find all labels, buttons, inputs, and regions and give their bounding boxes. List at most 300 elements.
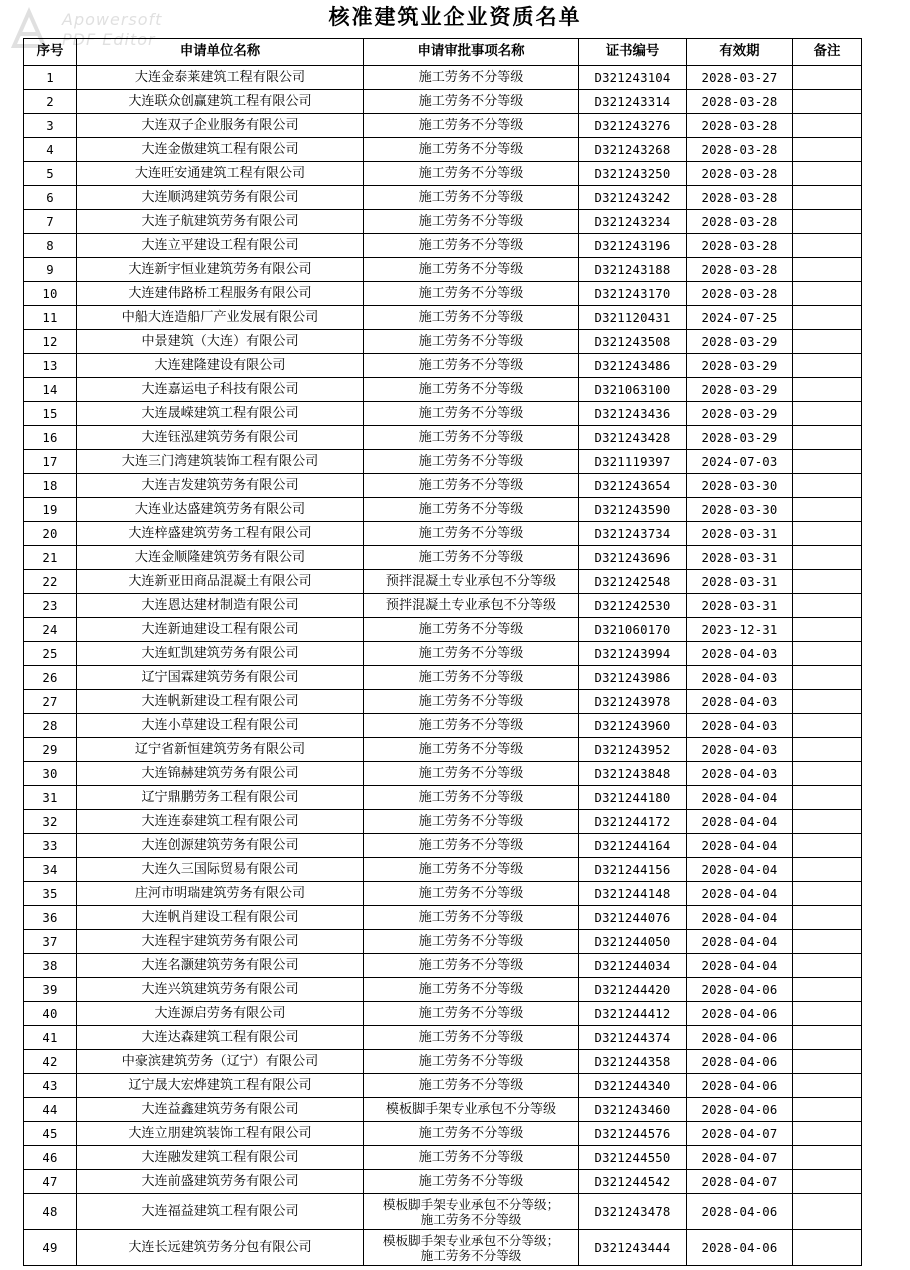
table-row bbox=[24, 378, 862, 402]
cell-valid: 2028-03-30 bbox=[687, 474, 793, 498]
cell-item-line: 施工劳务不分等级 bbox=[418, 285, 524, 301]
cell-no: 13 bbox=[24, 354, 77, 378]
table-header-row bbox=[24, 39, 862, 66]
cell-company: 大连源启劳务有限公司 bbox=[77, 1002, 364, 1026]
cell-no: 12 bbox=[24, 330, 77, 354]
cell-valid: 2028-04-07 bbox=[687, 1146, 793, 1170]
cell-item-line: 施工劳务不分等级 bbox=[418, 837, 524, 853]
cell-company: 大连锦赫建筑劳务有限公司 bbox=[77, 762, 364, 786]
cell-no: 6 bbox=[24, 186, 77, 210]
cell-item-line: 预拌混凝土专业承包不分等级 bbox=[385, 573, 557, 589]
cell-item bbox=[364, 210, 579, 234]
cell-company: 大连梓盛建筑劳务工程有限公司 bbox=[77, 522, 364, 546]
cell-company: 辽宁国霖建筑劳务有限公司 bbox=[77, 666, 364, 690]
cell-item bbox=[364, 306, 579, 330]
cell-no: 4 bbox=[24, 138, 77, 162]
table-body bbox=[24, 66, 862, 1266]
cell-item-line: 施工劳务不分等级 bbox=[418, 957, 524, 973]
cell-company: 大连创源建筑劳务有限公司 bbox=[77, 834, 364, 858]
cell-company: 大连金泰莱建筑工程有限公司 bbox=[77, 66, 364, 90]
cell-cert: D321244542 bbox=[579, 1170, 687, 1194]
cell-cert: D321243196 bbox=[579, 234, 687, 258]
cell-item bbox=[364, 930, 579, 954]
cell-item-line: 施工劳务不分等级 bbox=[418, 69, 524, 85]
cell-item-line: 模板脚手架专业承包不分等级 bbox=[385, 1101, 557, 1117]
cell-cert: D321244172 bbox=[579, 810, 687, 834]
cell-item-line: 施工劳务不分等级 bbox=[418, 405, 524, 421]
cell-note bbox=[793, 234, 862, 258]
cell-no: 48 bbox=[24, 1194, 77, 1230]
table-row bbox=[24, 90, 862, 114]
cell-item bbox=[364, 834, 579, 858]
cell-cert: D321244358 bbox=[579, 1050, 687, 1074]
table-row bbox=[24, 354, 862, 378]
cell-cert: D321243242 bbox=[579, 186, 687, 210]
cell-cert: D321243444 bbox=[579, 1230, 687, 1266]
cell-valid: 2028-04-03 bbox=[687, 690, 793, 714]
cell-item-line: 施工劳务不分等级 bbox=[418, 549, 524, 565]
cell-item bbox=[364, 186, 579, 210]
cell-cert: D321060170 bbox=[579, 618, 687, 642]
cell-item-line: 施工劳务不分等级 bbox=[418, 1125, 524, 1141]
cell-no: 14 bbox=[24, 378, 77, 402]
cell-company: 大连立平建设工程有限公司 bbox=[77, 234, 364, 258]
cell-valid: 2028-03-27 bbox=[687, 66, 793, 90]
cell-company: 大连嘉运电子科技有限公司 bbox=[77, 378, 364, 402]
cell-item bbox=[364, 714, 579, 738]
cell-item bbox=[364, 1002, 579, 1026]
cell-valid: 2028-04-03 bbox=[687, 666, 793, 690]
cell-company: 大连新迪建设工程有限公司 bbox=[77, 618, 364, 642]
table-row bbox=[24, 1122, 862, 1146]
cell-item bbox=[364, 138, 579, 162]
cell-no: 7 bbox=[24, 210, 77, 234]
cell-company: 大连金傲建筑工程有限公司 bbox=[77, 138, 364, 162]
cell-valid: 2028-04-03 bbox=[687, 714, 793, 738]
cell-item-line: 施工劳务不分等级 bbox=[418, 1173, 524, 1189]
table-row bbox=[24, 690, 862, 714]
cell-item-line: 施工劳务不分等级 bbox=[420, 1247, 522, 1263]
table-row bbox=[24, 906, 862, 930]
cell-cert: D321243436 bbox=[579, 402, 687, 426]
table-row bbox=[24, 642, 862, 666]
table-row bbox=[24, 426, 862, 450]
cell-cert: D321243234 bbox=[579, 210, 687, 234]
cell-item bbox=[364, 234, 579, 258]
cell-note bbox=[793, 426, 862, 450]
cell-item-line: 施工劳务不分等级 bbox=[418, 501, 524, 517]
page-title: 核准建筑业企业资质名单 bbox=[328, 5, 582, 29]
cell-company: 中景建筑（大连）有限公司 bbox=[77, 330, 364, 354]
cell-item-line: 施工劳务不分等级 bbox=[418, 645, 524, 661]
cell-cert: D321243314 bbox=[579, 90, 687, 114]
cell-company: 大连福益建筑工程有限公司 bbox=[77, 1194, 364, 1230]
cell-item-line: 施工劳务不分等级 bbox=[418, 261, 524, 277]
cell-item-line: 施工劳务不分等级 bbox=[418, 669, 524, 685]
cell-company: 大连小草建设工程有限公司 bbox=[77, 714, 364, 738]
cell-note bbox=[793, 642, 862, 666]
cell-no: 10 bbox=[24, 282, 77, 306]
cell-no: 22 bbox=[24, 570, 77, 594]
cell-cert: D321243188 bbox=[579, 258, 687, 282]
table-row bbox=[24, 810, 862, 834]
cell-item-line: 施工劳务不分等级 bbox=[418, 357, 524, 373]
cell-valid: 2028-03-28 bbox=[687, 234, 793, 258]
cell-item bbox=[364, 1026, 579, 1050]
cell-note bbox=[793, 714, 862, 738]
cell-no: 45 bbox=[24, 1122, 77, 1146]
cell-no: 38 bbox=[24, 954, 77, 978]
cell-item bbox=[364, 1074, 579, 1098]
cell-valid: 2028-04-04 bbox=[687, 906, 793, 930]
cell-cert: D321063100 bbox=[579, 378, 687, 402]
cell-no: 25 bbox=[24, 642, 77, 666]
cell-cert: D321244180 bbox=[579, 786, 687, 810]
cell-item-line: 施工劳务不分等级 bbox=[418, 117, 524, 133]
cell-company: 中豪滨建筑劳务（辽宁）有限公司 bbox=[77, 1050, 364, 1074]
cell-note bbox=[793, 210, 862, 234]
cell-item bbox=[364, 954, 579, 978]
cell-item bbox=[364, 762, 579, 786]
cell-valid: 2028-03-28 bbox=[687, 90, 793, 114]
cell-no: 42 bbox=[24, 1050, 77, 1074]
cell-note bbox=[793, 66, 862, 90]
cell-item bbox=[364, 738, 579, 762]
table-row bbox=[24, 498, 862, 522]
cell-valid: 2028-03-29 bbox=[687, 354, 793, 378]
cell-item-line: 施工劳务不分等级 bbox=[418, 1029, 524, 1045]
cell-valid: 2028-04-03 bbox=[687, 762, 793, 786]
cell-item bbox=[364, 690, 579, 714]
cell-item bbox=[364, 1230, 579, 1266]
cell-valid: 2028-03-28 bbox=[687, 258, 793, 282]
cell-company: 大连久三国际贸易有限公司 bbox=[77, 858, 364, 882]
cell-item bbox=[364, 426, 579, 450]
cell-valid: 2028-04-04 bbox=[687, 954, 793, 978]
cell-cert: D321243994 bbox=[579, 642, 687, 666]
cell-note bbox=[793, 1122, 862, 1146]
cell-cert: D321243268 bbox=[579, 138, 687, 162]
table-row bbox=[24, 930, 862, 954]
table-row bbox=[24, 594, 862, 618]
cell-note bbox=[793, 882, 862, 906]
cell-company: 大连长远建筑劳务分包有限公司 bbox=[77, 1230, 364, 1266]
cell-note bbox=[793, 1230, 862, 1266]
cell-item-line: 施工劳务不分等级 bbox=[418, 429, 524, 445]
table-row bbox=[24, 1026, 862, 1050]
cell-item bbox=[364, 618, 579, 642]
cell-item-line: 施工劳务不分等级 bbox=[420, 1211, 522, 1227]
cell-cert: D321243986 bbox=[579, 666, 687, 690]
cell-valid: 2028-04-03 bbox=[687, 642, 793, 666]
cell-item-line: 施工劳务不分等级 bbox=[418, 813, 524, 829]
cell-company: 大连业达盛建筑劳务有限公司 bbox=[77, 498, 364, 522]
cell-cert: D321244076 bbox=[579, 906, 687, 930]
cell-valid: 2028-03-28 bbox=[687, 210, 793, 234]
cell-cert: D321243170 bbox=[579, 282, 687, 306]
col-header-company: 申请单位名称 bbox=[77, 39, 364, 66]
table-row bbox=[24, 210, 862, 234]
cell-no: 29 bbox=[24, 738, 77, 762]
table-row bbox=[24, 234, 862, 258]
cell-item-line: 施工劳务不分等级 bbox=[418, 453, 524, 469]
cell-no: 41 bbox=[24, 1026, 77, 1050]
watermark-line-1: Apowersoft bbox=[62, 10, 163, 29]
cell-note bbox=[793, 666, 862, 690]
table-row bbox=[24, 882, 862, 906]
table-row bbox=[24, 1146, 862, 1170]
cell-item-line: 模板脚手架专业承包不分等级； bbox=[382, 1232, 560, 1248]
cell-item bbox=[364, 642, 579, 666]
table-row bbox=[24, 666, 862, 690]
cell-item-line: 施工劳务不分等级 bbox=[418, 693, 524, 709]
cell-item bbox=[364, 786, 579, 810]
cell-item bbox=[364, 1098, 579, 1122]
cell-no: 20 bbox=[24, 522, 77, 546]
cell-note bbox=[793, 906, 862, 930]
cell-note bbox=[793, 1146, 862, 1170]
cell-no: 17 bbox=[24, 450, 77, 474]
cell-cert: D321243276 bbox=[579, 114, 687, 138]
cell-cert: D321244576 bbox=[579, 1122, 687, 1146]
cell-item-line: 施工劳务不分等级 bbox=[418, 885, 524, 901]
cell-item bbox=[364, 906, 579, 930]
cell-note bbox=[793, 690, 862, 714]
cell-item bbox=[364, 66, 579, 90]
cell-no: 2 bbox=[24, 90, 77, 114]
cell-item-line: 施工劳务不分等级 bbox=[418, 189, 524, 205]
cell-note bbox=[793, 1170, 862, 1194]
table-row bbox=[24, 474, 862, 498]
cell-valid: 2028-04-04 bbox=[687, 930, 793, 954]
cell-note bbox=[793, 474, 862, 498]
cell-note bbox=[793, 522, 862, 546]
cell-valid: 2028-04-06 bbox=[687, 1050, 793, 1074]
cell-cert: D321244034 bbox=[579, 954, 687, 978]
cell-cert: D321242530 bbox=[579, 594, 687, 618]
cell-no: 15 bbox=[24, 402, 77, 426]
cell-company: 大连前盛建筑劳务有限公司 bbox=[77, 1170, 364, 1194]
cell-cert: D321243250 bbox=[579, 162, 687, 186]
cell-company: 大连三门湾建筑装饰工程有限公司 bbox=[77, 450, 364, 474]
cell-valid: 2028-04-04 bbox=[687, 882, 793, 906]
cell-valid: 2028-03-28 bbox=[687, 186, 793, 210]
cell-cert: D321244148 bbox=[579, 882, 687, 906]
cell-item-line: 施工劳务不分等级 bbox=[418, 309, 524, 325]
cell-no: 32 bbox=[24, 810, 77, 834]
cell-note bbox=[793, 330, 862, 354]
cell-cert: D321244412 bbox=[579, 1002, 687, 1026]
table-row bbox=[24, 786, 862, 810]
cell-valid: 2028-04-07 bbox=[687, 1122, 793, 1146]
cell-no: 37 bbox=[24, 930, 77, 954]
cell-note bbox=[793, 258, 862, 282]
cell-company: 大连钰泓建筑劳务有限公司 bbox=[77, 426, 364, 450]
cell-valid: 2028-03-30 bbox=[687, 498, 793, 522]
table-row bbox=[24, 402, 862, 426]
cell-item bbox=[364, 162, 579, 186]
cell-note bbox=[793, 90, 862, 114]
cell-item-line: 施工劳务不分等级 bbox=[418, 213, 524, 229]
cell-item-line: 施工劳务不分等级 bbox=[418, 525, 524, 541]
cell-valid: 2028-04-06 bbox=[687, 1194, 793, 1230]
cell-cert: D321243848 bbox=[579, 762, 687, 786]
cell-cert: D321243978 bbox=[579, 690, 687, 714]
cell-company: 大连名灏建筑劳务有限公司 bbox=[77, 954, 364, 978]
cell-item-line: 施工劳务不分等级 bbox=[418, 1149, 524, 1165]
cell-no: 3 bbox=[24, 114, 77, 138]
cell-no: 44 bbox=[24, 1098, 77, 1122]
cell-company: 大连帆肖建设工程有限公司 bbox=[77, 906, 364, 930]
cell-valid: 2028-03-31 bbox=[687, 546, 793, 570]
cell-cert: D321243104 bbox=[579, 66, 687, 90]
cell-note bbox=[793, 1026, 862, 1050]
cell-cert: D321120431 bbox=[579, 306, 687, 330]
cell-item bbox=[364, 594, 579, 618]
cell-note bbox=[793, 1002, 862, 1026]
cell-cert: D321243734 bbox=[579, 522, 687, 546]
col-header-item: 申请审批事项名称 bbox=[364, 39, 579, 66]
table-row bbox=[24, 450, 862, 474]
cell-note bbox=[793, 1194, 862, 1230]
cell-valid: 2028-04-04 bbox=[687, 858, 793, 882]
table-row bbox=[24, 522, 862, 546]
cell-valid: 2028-03-29 bbox=[687, 330, 793, 354]
cell-cert: D321243478 bbox=[579, 1194, 687, 1230]
cell-valid: 2028-04-06 bbox=[687, 1230, 793, 1266]
cell-no: 21 bbox=[24, 546, 77, 570]
cell-no: 36 bbox=[24, 906, 77, 930]
cell-item bbox=[364, 1146, 579, 1170]
cell-valid: 2028-03-31 bbox=[687, 570, 793, 594]
cell-note bbox=[793, 1074, 862, 1098]
cell-valid: 2028-04-06 bbox=[687, 1098, 793, 1122]
cell-no: 27 bbox=[24, 690, 77, 714]
cell-valid: 2028-03-28 bbox=[687, 162, 793, 186]
cell-valid: 2028-04-07 bbox=[687, 1170, 793, 1194]
cell-valid: 2028-04-04 bbox=[687, 786, 793, 810]
cell-valid: 2023-12-31 bbox=[687, 618, 793, 642]
cell-no: 35 bbox=[24, 882, 77, 906]
cell-item-line: 施工劳务不分等级 bbox=[418, 909, 524, 925]
cell-company: 中船大连造船厂产业发展有限公司 bbox=[77, 306, 364, 330]
cell-company: 大连达森建筑工程有限公司 bbox=[77, 1026, 364, 1050]
cell-valid: 2028-04-06 bbox=[687, 1074, 793, 1098]
cell-no: 1 bbox=[24, 66, 77, 90]
cell-note bbox=[793, 546, 862, 570]
cell-item-line: 施工劳务不分等级 bbox=[418, 93, 524, 109]
cell-no: 16 bbox=[24, 426, 77, 450]
cell-company: 大连建隆建设有限公司 bbox=[77, 354, 364, 378]
cell-no: 26 bbox=[24, 666, 77, 690]
cell-item bbox=[364, 666, 579, 690]
cell-cert: D321243428 bbox=[579, 426, 687, 450]
table-row bbox=[24, 714, 862, 738]
cell-valid: 2028-03-29 bbox=[687, 402, 793, 426]
cell-note bbox=[793, 810, 862, 834]
cell-note bbox=[793, 450, 862, 474]
cell-valid: 2028-04-03 bbox=[687, 738, 793, 762]
cell-note bbox=[793, 978, 862, 1002]
cell-no: 24 bbox=[24, 618, 77, 642]
cell-no: 47 bbox=[24, 1170, 77, 1194]
cell-item bbox=[364, 858, 579, 882]
cell-item-line: 施工劳务不分等级 bbox=[418, 1053, 524, 1069]
cell-no: 8 bbox=[24, 234, 77, 258]
cell-company: 辽宁省新恒建筑劳务有限公司 bbox=[77, 738, 364, 762]
cell-valid: 2028-03-29 bbox=[687, 426, 793, 450]
cell-item-line: 模板脚手架专业承包不分等级； bbox=[382, 1196, 560, 1212]
cell-no: 30 bbox=[24, 762, 77, 786]
cell-valid: 2028-03-28 bbox=[687, 138, 793, 162]
cell-cert: D321244164 bbox=[579, 834, 687, 858]
cell-item bbox=[364, 1170, 579, 1194]
cell-company: 大连连泰建筑工程有限公司 bbox=[77, 810, 364, 834]
cell-cert: D321243590 bbox=[579, 498, 687, 522]
table-row bbox=[24, 1098, 862, 1122]
cell-company: 大连建伟路桥工程服务有限公司 bbox=[77, 282, 364, 306]
cell-note bbox=[793, 1050, 862, 1074]
cell-valid: 2024-07-03 bbox=[687, 450, 793, 474]
cell-note bbox=[793, 618, 862, 642]
cell-company: 大连吉发建筑劳务有限公司 bbox=[77, 474, 364, 498]
cell-cert: D321244420 bbox=[579, 978, 687, 1002]
cell-note bbox=[793, 762, 862, 786]
cell-company: 大连晟嵘建筑工程有限公司 bbox=[77, 402, 364, 426]
cell-no: 33 bbox=[24, 834, 77, 858]
table-row bbox=[24, 282, 862, 306]
col-header-no: 序号 bbox=[24, 39, 77, 66]
cell-item bbox=[364, 402, 579, 426]
col-header-note: 备注 bbox=[793, 39, 862, 66]
cell-company: 大连新宇恒业建筑劳务有限公司 bbox=[77, 258, 364, 282]
cell-item bbox=[364, 90, 579, 114]
cell-note bbox=[793, 954, 862, 978]
cell-valid: 2028-04-06 bbox=[687, 978, 793, 1002]
cell-item-line: 施工劳务不分等级 bbox=[418, 981, 524, 997]
cell-item-line: 施工劳务不分等级 bbox=[418, 141, 524, 157]
cell-valid: 2028-03-29 bbox=[687, 378, 793, 402]
cell-item-line: 施工劳务不分等级 bbox=[418, 717, 524, 733]
cell-item-line: 施工劳务不分等级 bbox=[418, 165, 524, 181]
cell-company: 大连联众创赢建筑工程有限公司 bbox=[77, 90, 364, 114]
table-row bbox=[24, 978, 862, 1002]
cell-item bbox=[364, 570, 579, 594]
cell-item bbox=[364, 498, 579, 522]
table-row bbox=[24, 1074, 862, 1098]
cell-item bbox=[364, 1122, 579, 1146]
cell-no: 39 bbox=[24, 978, 77, 1002]
table-row bbox=[24, 330, 862, 354]
cell-valid: 2028-03-28 bbox=[687, 282, 793, 306]
cell-note bbox=[793, 1098, 862, 1122]
cell-company: 大连恩达建材制造有限公司 bbox=[77, 594, 364, 618]
cell-item bbox=[364, 378, 579, 402]
cell-no: 28 bbox=[24, 714, 77, 738]
table-row bbox=[24, 1194, 862, 1230]
cell-item-line: 施工劳务不分等级 bbox=[418, 477, 524, 493]
table-row bbox=[24, 834, 862, 858]
cell-note bbox=[793, 138, 862, 162]
cell-no: 23 bbox=[24, 594, 77, 618]
col-header-valid: 有效期 bbox=[687, 39, 793, 66]
cell-item bbox=[364, 1050, 579, 1074]
cell-item-line: 施工劳务不分等级 bbox=[418, 861, 524, 877]
cell-item-line: 施工劳务不分等级 bbox=[418, 1005, 524, 1021]
table-row bbox=[24, 858, 862, 882]
cell-no: 46 bbox=[24, 1146, 77, 1170]
cell-cert: D321244550 bbox=[579, 1146, 687, 1170]
